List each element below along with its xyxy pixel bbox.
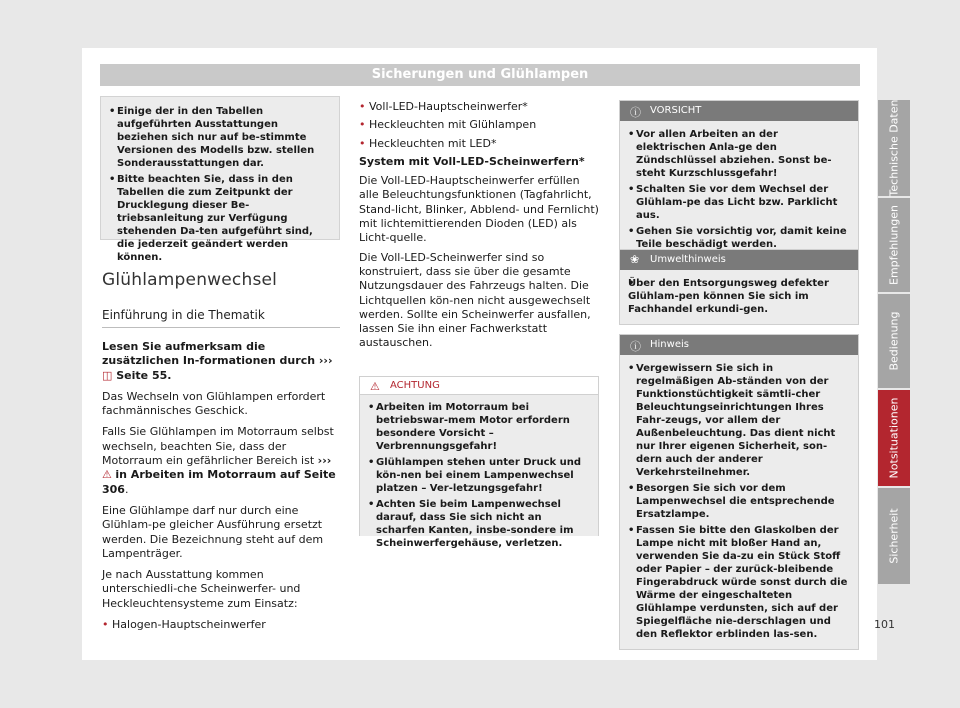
list-item: • Heckleuchten mit Glühlampen xyxy=(359,118,599,132)
achtung-title: ACHTUNG xyxy=(390,380,440,391)
section-subtitle: Einführung in die Thematik xyxy=(102,308,340,328)
achtung-item: • Arbeiten im Motorraum bei betriebswar-mem Motor erfordern besondere Vorsicht – Verbrennungsgefahr! xyxy=(368,401,590,453)
achtung-item: • Glühlampen stehen unter Druck und kön-nen bei einem Lampenwechsel platzen – Ver-letzungsgefahr! xyxy=(368,456,590,495)
vorsicht-item: • Gehen Sie vorsichtig vor, damit keine Teile beschädigt werden. xyxy=(628,225,850,251)
page-number: 101 xyxy=(874,618,895,631)
list-item: • Voll-LED-Hauptscheinwerfer* xyxy=(359,100,599,114)
paragraph: Je nach Ausstattung kommen unterschiedli-che Scheinwerfer- und Heckleuchtensysteme zum Einsatz: xyxy=(102,568,301,610)
list-item: • Heckleuchten mit LED* xyxy=(359,137,599,151)
tab-notsituationen[interactable]: Notsituationen xyxy=(878,390,910,486)
tab-sicherheit[interactable]: Sicherheit xyxy=(878,488,910,584)
umwelt-text: • Über den Entsorgungsweg defekter Glühlam-pen können Sie sich im Fachhandel erkundi-gen. xyxy=(628,277,850,316)
vorsicht-body xyxy=(620,121,858,259)
intro-text xyxy=(102,340,342,383)
hinweis-title: Hinweis xyxy=(650,339,689,350)
vorsicht-item: • Vor allen Arbeiten an der elektrischen Anla-ge den Zündschlüssel abziehen. Sonst be-steht Kurzschlussgefahr! xyxy=(628,128,850,180)
warning-triangle-icon: ⚠ xyxy=(370,380,380,393)
vorsicht-box xyxy=(619,100,859,260)
hinweis-box xyxy=(619,334,859,650)
achtung-header xyxy=(360,377,598,395)
info-circle-icon: ⓘ xyxy=(630,340,641,353)
p2-prefix: Falls Sie Glühlampen im Motorraum selbst wechseln, beachten Sie, dass der Motorraum ein gefährlicher Bereich ist xyxy=(102,425,334,468)
info-circle-icon: ⓘ xyxy=(630,106,641,119)
paragraph: Die Voll-LED-Scheinwerfer sind so konstruiert, dass sie über die gesamte Nutzungsdauer des Fahrzeugs halten. Die Lichtquellen kön-nen nicht ausgewechselt werden. Sollte ein Scheinwerfer ausfallen, lassen Sie ihn einer Fachwerkstatt austauschen. xyxy=(359,250,591,350)
hinweis-header xyxy=(620,335,858,355)
umwelt-header xyxy=(620,250,858,270)
subheading: System mit Voll-LED-Scheinwerfern* xyxy=(359,154,585,168)
umwelt-box xyxy=(619,249,859,325)
section-title: Glühlampenwechsel xyxy=(102,270,278,290)
achtung-item: • Achten Sie beim Lampenwechsel darauf, dass Sie sich nicht an scharfen Kanten, insbe-sondere im Scheinwerfergehäuse, verletzen. xyxy=(368,498,590,550)
warning-triangle-icon: ⚠ xyxy=(102,468,112,482)
arrow-glyph: ››› xyxy=(317,454,332,468)
left-column xyxy=(102,340,342,639)
paragraph: Die Voll-LED-Hauptscheinwerfer erfüllen alle Beleuchtungsfunktionen (Tagfahrlicht, Stand-licht, Blinker, Abblend- und Fernlicht) mit lichtemittierenden Dioden (LED) als Licht-quelle. xyxy=(359,174,599,245)
vorsicht-title: VORSICHT xyxy=(650,105,702,116)
tab-bedienung[interactable]: Bedienung xyxy=(878,294,910,388)
middle-column xyxy=(359,100,599,356)
vorsicht-header xyxy=(620,101,858,121)
page-header: Sicherungen und Glühlampen xyxy=(100,64,860,86)
hinweis-item: • Vergewissern Sie sich in regelmäßigen Ab-ständen von der Funktionstüchtigkeit sämtli-cher Beleuchtungseinrichtungen Ihres Fahr-zeugs, vor allem der Außenbeleuchtung. Das dient nicht nur Ihrer eigenen Sicherheit, son-dern auch der anderer Verkehrsteilnehmer. xyxy=(628,362,850,479)
umwelt-body xyxy=(620,270,858,324)
list-item: • Halogen-Hauptscheinwerfer xyxy=(102,618,342,632)
vorsicht-item: • Schalten Sie vor dem Wechsel der Glühlam-pe das Licht bzw. Parklicht aus. xyxy=(628,183,850,222)
flower-icon: ❀ xyxy=(630,253,640,266)
intro-prefix: Lesen Sie aufmerksam die zusätzlichen In-formationen durch xyxy=(102,340,316,368)
achtung-box xyxy=(359,376,599,549)
achtung-body xyxy=(360,395,598,549)
book-icon: ◫ xyxy=(102,368,113,382)
paragraph: Eine Glühlampe darf nur durch eine Glühlam-pe gleicher Ausführung ersetzt werden. Die Bezeichnung steht auf dem Lampenträger. xyxy=(102,503,324,560)
p2-end: . xyxy=(124,482,129,496)
umwelt-title: Umwelthinweis xyxy=(650,254,726,265)
cross-reference-link[interactable]: in Arbeiten im Motorraum auf Seite 306 xyxy=(102,468,336,496)
info-item: • Bitte beachten Sie, dass in den Tabellen die zum Zeitpunkt der Drucklegung dieser Be-triebsanleitung zur Verfügung stehenden Da-ten aufgeführt sind, die jederzeit geändert werden können. xyxy=(109,173,331,264)
paragraph: Das Wechseln von Glühlampen erfordert fachmännisches Geschick. xyxy=(102,389,326,418)
info-item: • Einige der in den Tabellen aufgeführten Ausstattungen beziehen sich nur auf be-stimmte Versionen des Modells bzw. stellen Sonderausstattungen dar. xyxy=(109,105,331,170)
hinweis-item: • Besorgen Sie sich vor dem Lampenwechsel die entsprechende Ersatzlampe. xyxy=(628,482,850,521)
tab-technische-daten[interactable]: Technische Daten xyxy=(878,100,910,196)
info-box xyxy=(100,96,340,263)
paragraph-warning-ref xyxy=(102,425,342,496)
arrow-glyph: ››› xyxy=(318,354,333,368)
page-link[interactable]: Seite 55. xyxy=(116,368,172,382)
tab-empfehlungen[interactable]: Empfehlungen xyxy=(878,198,910,292)
hinweis-item: • Fassen Sie bitte den Glaskolben der Lampe nicht mit bloßer Hand an, verwenden Sie da-zu ein Stück Stoff oder Papier – der zurück-bleibende Fingerabdruck würde sonst durch die Wärme der eingeschalteten Glühlampe verdunsten, sich auf der Spiegelfläche nie-derschlagen und den Reflektor erblinden las-sen. xyxy=(628,524,850,641)
hinweis-body xyxy=(620,355,858,649)
